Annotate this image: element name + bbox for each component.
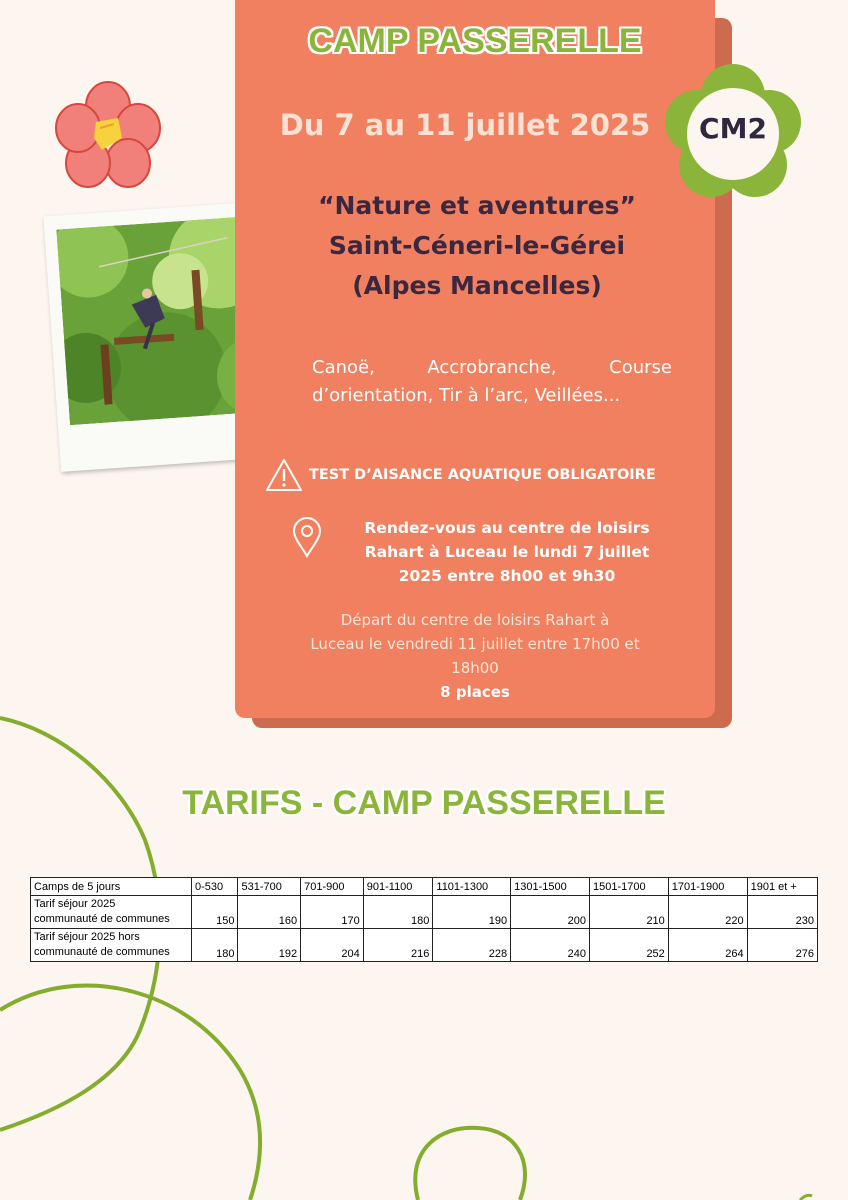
- table-cell: 240: [511, 929, 590, 962]
- table-row: [31, 896, 818, 929]
- table-cell: 228: [433, 929, 511, 962]
- activities-list: [312, 354, 672, 410]
- table-header: 901-1100: [363, 878, 433, 896]
- flower-icon: [44, 80, 169, 195]
- table-cell: 180: [192, 929, 238, 962]
- camp-theme: [235, 186, 719, 306]
- departure-line: Départ du centre de loisirs Rahart à: [340, 611, 610, 629]
- theme-line: (Alpes Mancelles): [352, 271, 602, 300]
- departure-line: 18h00: [451, 659, 499, 677]
- row-label-line: communauté de communes: [34, 946, 170, 958]
- table-cell: 210: [589, 896, 668, 929]
- table-cell: 252: [589, 929, 668, 962]
- row-label-line: Tarif séjour 2025: [34, 898, 116, 910]
- table-header: 1501-1700: [589, 878, 668, 896]
- table-row: [31, 929, 818, 962]
- table-header: 0-530: [192, 878, 238, 896]
- table-cell: 190: [433, 896, 511, 929]
- table-header: 701-900: [301, 878, 364, 896]
- table-cell: 192: [238, 929, 301, 962]
- row-label-line: Tarif séjour 2025 hors: [34, 931, 140, 943]
- table-cell: 150: [192, 896, 238, 929]
- table-header: 1101-1300: [433, 878, 511, 896]
- row-label-line: communauté de communes: [34, 913, 170, 925]
- camp-title: CAMP PASSERELLE: [308, 22, 642, 60]
- location-pin-icon: [291, 516, 323, 558]
- grade-label: CM2: [699, 112, 767, 145]
- warning-text: TEST D’AISANCE AQUATIQUE OBLIGATOIRE: [309, 467, 656, 483]
- table-cell: 160: [238, 896, 301, 929]
- table-cell: 220: [668, 896, 747, 929]
- rendezvous-line: Rahart à Luceau le lundi 7 juillet: [364, 543, 650, 561]
- tarifs-table: [30, 877, 818, 962]
- tarifs-title: TARIFS - CAMP PASSERELLE: [182, 784, 666, 822]
- places-count: 8 places: [440, 683, 510, 701]
- table-header: 1301-1500: [511, 878, 590, 896]
- table-cell: 170: [301, 896, 364, 929]
- departure-line: Luceau le vendredi 11 juillet entre 17h00 et: [310, 635, 640, 653]
- table-header-row: [31, 878, 818, 896]
- departure-info: [265, 608, 685, 704]
- activity-word: Course: [609, 357, 672, 378]
- theme-line: “Nature et aventures”: [318, 191, 636, 220]
- activity-word: Canoë,: [312, 357, 375, 378]
- warning-icon: [265, 458, 303, 492]
- table-cell: 180: [363, 896, 433, 929]
- swim-test-warning: [265, 458, 705, 492]
- activity-line: d’orientation, Tir à l’arc, Veillées...: [312, 385, 621, 406]
- activity-word: Accrobranche,: [427, 357, 557, 378]
- table-cell: 200: [511, 896, 590, 929]
- row-label: [31, 896, 192, 929]
- table-cell: 230: [747, 896, 817, 929]
- rendezvous-line: Rendez-vous au centre de loisirs: [364, 519, 650, 537]
- theme-line: Saint-Céneri-le-Gérei: [328, 231, 626, 260]
- rendezvous-line: 2025 entre 8h00 et 9h30: [398, 567, 616, 585]
- camp-dates: Du 7 au 11 juillet 2025: [279, 108, 651, 142]
- table-cell: 264: [668, 929, 747, 962]
- table-cell: 276: [747, 929, 817, 962]
- row-label: [31, 929, 192, 962]
- table-header: 1901 et +: [747, 878, 817, 896]
- camp-info-card: [235, 0, 715, 718]
- table-cell: 204: [301, 929, 364, 962]
- rendezvous-info: [291, 516, 691, 588]
- table-header: 1701-1900: [668, 878, 747, 896]
- table-header: Camps de 5 jours: [31, 878, 192, 896]
- table-cell: 216: [363, 929, 433, 962]
- table-header: 531-700: [238, 878, 301, 896]
